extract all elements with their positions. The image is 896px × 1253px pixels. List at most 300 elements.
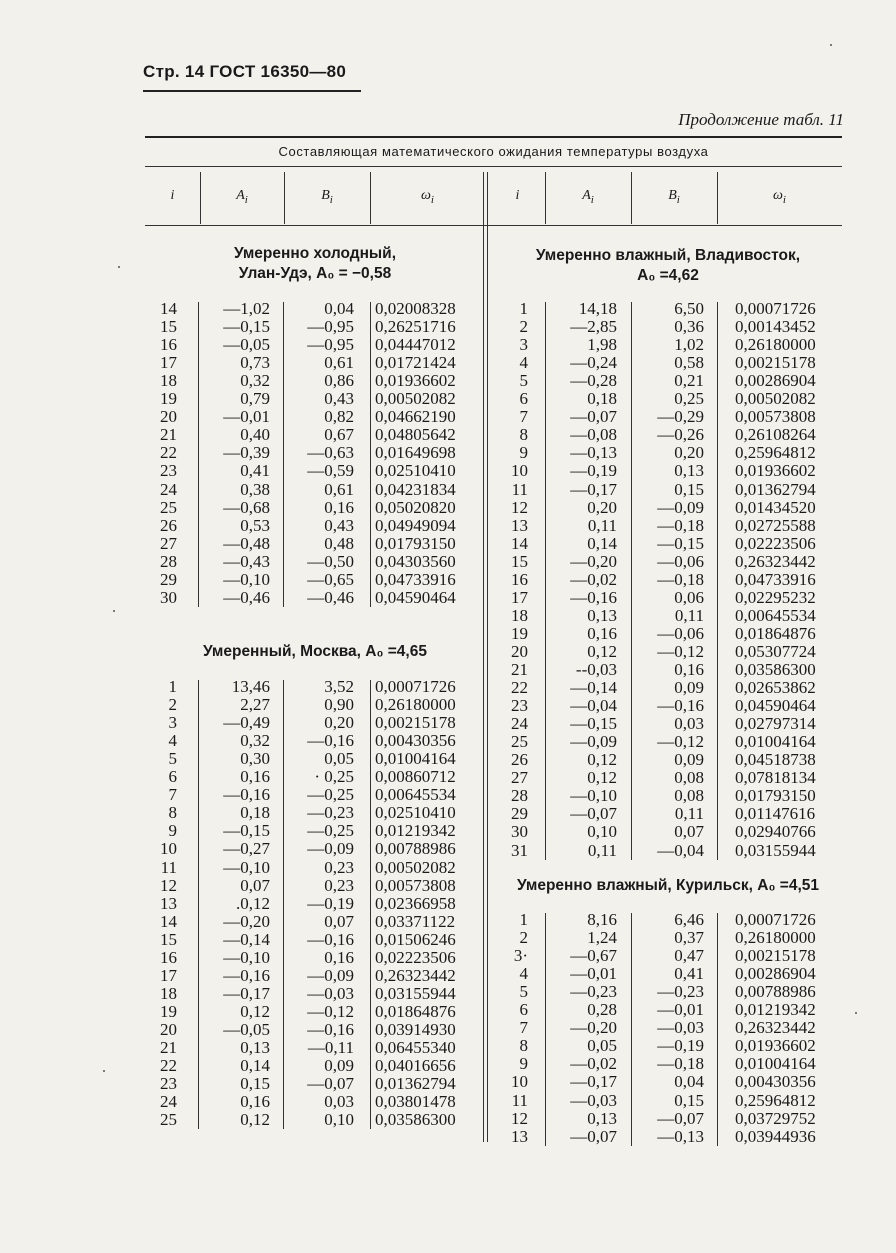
column-divider: [631, 302, 632, 860]
cell-omega: 0,04733916: [375, 569, 456, 589]
table-caption: Составляющая математического ожидания температуры воздуха: [278, 144, 709, 159]
speck: [830, 44, 832, 46]
cell-a: 0,11: [587, 515, 617, 535]
cell-omega: 0,26180000: [735, 928, 816, 948]
page-header: Стр. 14 ГОСТ 16350—80: [143, 62, 347, 81]
cell-a: —0,17: [570, 1072, 617, 1092]
cell-b: 0,23: [324, 875, 354, 895]
cell-a: 0,41: [240, 461, 270, 481]
cell-omega: 0,00573808: [375, 875, 456, 895]
cell-a: —2,85: [570, 317, 617, 337]
column-header-subscript: i: [676, 193, 680, 206]
cell-omega: 0,03729752: [735, 1108, 816, 1128]
cell-a: —0,39: [223, 443, 270, 463]
cell-omega: 0,00502082: [375, 389, 456, 409]
column-divider: [717, 302, 718, 860]
cell-omega: 0,00215178: [735, 946, 816, 966]
column-header: [284, 188, 370, 206]
section-title: [493, 246, 843, 286]
cell-omega: 0,00286904: [735, 964, 816, 984]
cell-a: —0,10: [223, 857, 270, 877]
cell-a: 0,13: [587, 605, 617, 625]
centre-divider: [487, 172, 488, 1142]
column-divider: [545, 172, 546, 224]
column-divider: [283, 302, 284, 607]
cell-b: 0,10: [324, 1110, 354, 1130]
caption-rule: [145, 166, 842, 167]
cell-b: 0,21: [674, 371, 704, 391]
cell-b: 0,43: [324, 515, 354, 535]
cell-a: —0,04: [570, 696, 617, 716]
cell-b: —0,01: [657, 1000, 704, 1020]
column-header-label: A: [582, 188, 591, 203]
row-index: 18: [160, 371, 177, 391]
row-index: 28: [511, 786, 528, 806]
column-header-label: A: [236, 188, 245, 203]
cell-a: 0,32: [240, 371, 270, 391]
row-index: 1: [168, 677, 177, 696]
row-index: 16: [511, 569, 528, 589]
row-index: 15: [160, 317, 177, 337]
cell-b: 0,20: [324, 713, 354, 733]
cell-a: —0,19: [570, 461, 617, 481]
cell-omega: 0,04949094: [375, 515, 456, 535]
cell-b: —0,95: [307, 335, 354, 355]
cell-a: —0,16: [223, 785, 270, 805]
cell-b: 6,46: [674, 910, 704, 929]
cell-a: —0,28: [570, 371, 617, 391]
cell-b: 0,15: [674, 1090, 704, 1110]
cell-b: —0,23: [657, 982, 704, 1002]
cell-a: 0,10: [587, 822, 617, 842]
row-index: 27: [511, 768, 528, 788]
cell-a: 0,53: [240, 515, 270, 535]
cell-b: 0,03: [674, 714, 704, 734]
cell-b: · 0,25: [314, 767, 354, 787]
row-index: 3: [519, 335, 528, 355]
cell-omega: 0,03944936: [735, 1126, 816, 1146]
cell-b: —0,29: [657, 407, 704, 427]
cell-a: 0,14: [240, 1056, 270, 1076]
cell-a: —0,10: [570, 786, 617, 806]
cell-omega: 0,02797314: [735, 714, 816, 734]
cell-b: —0,26: [657, 425, 704, 445]
cell-omega: 0,01864876: [375, 1001, 456, 1021]
cell-omega: 0,06455340: [375, 1038, 456, 1057]
cell-b: 0,07: [324, 911, 354, 931]
cell-omega: 0,04805642: [375, 425, 456, 445]
column-divider: [717, 172, 718, 224]
cell-omega: 0,01219342: [735, 1000, 816, 1020]
cell-omega: 0,03914930: [375, 1019, 456, 1039]
cell-omega: 0,03371122: [375, 911, 456, 931]
cell-b: —0,63: [307, 443, 354, 463]
row-index: 7: [168, 785, 177, 805]
row-index: 8: [519, 425, 528, 445]
cell-b: 3,52: [324, 677, 354, 696]
cell-omega: 0,01434520: [735, 497, 816, 517]
cell-a: —0,02: [570, 569, 617, 589]
header-bottom-rule: [145, 225, 842, 226]
cell-omega: 0,01721424: [375, 353, 456, 373]
row-index: 9: [168, 821, 177, 841]
row-index: 31: [511, 840, 528, 860]
row-index: 11: [511, 1090, 528, 1110]
cell-a: —0,14: [570, 678, 617, 698]
cell-b: 0,16: [324, 947, 354, 967]
column-divider: [370, 172, 371, 224]
row-index: 23: [160, 461, 177, 481]
row-index: 29: [511, 804, 528, 824]
row-index: 21: [511, 660, 528, 679]
cell-b: 0,13: [674, 461, 704, 481]
cell-b: —0,16: [307, 731, 354, 751]
row-index: 19: [160, 1001, 177, 1021]
cell-b: 0,25: [674, 389, 704, 409]
cell-b: —0,23: [307, 803, 354, 823]
cell-b: 0,11: [674, 605, 704, 625]
cell-b: 0,86: [324, 371, 354, 391]
row-index: 8: [519, 1036, 528, 1056]
cell-b: —0,19: [307, 893, 354, 913]
cell-omega: 0,01864876: [735, 623, 816, 643]
cell-b: 0,04: [674, 1072, 704, 1092]
cell-a: 0,38: [240, 479, 270, 499]
column-divider: [198, 680, 199, 1129]
cell-omega: 0,04231834: [375, 479, 456, 499]
cell-b: 0,67: [324, 425, 354, 445]
column-divider: [284, 172, 285, 224]
cell-b: —0,16: [307, 929, 354, 949]
cell-a: 14,18: [578, 299, 617, 318]
cell-b: 0,06: [674, 587, 704, 607]
row-index: 24: [511, 714, 528, 734]
cell-a: 0,12: [587, 768, 617, 788]
cell-b: 0,41: [674, 964, 704, 984]
cell-omega: 0,03155944: [375, 983, 456, 1003]
cell-a: —0,49: [223, 713, 270, 733]
cell-a: —0,17: [223, 983, 270, 1003]
cell-a: —0,27: [223, 839, 270, 859]
row-index: 28: [160, 551, 177, 571]
row-index: 20: [160, 407, 177, 427]
cell-omega: 0,00215178: [735, 353, 816, 373]
cell-a: 0,13: [240, 1038, 270, 1057]
column-divider: [631, 172, 632, 224]
cell-b: —0,18: [657, 1054, 704, 1074]
column-divider: [283, 680, 284, 1129]
cell-omega: 0,00860712: [375, 767, 456, 787]
cell-omega: 0,00430356: [375, 731, 456, 751]
cell-a: 0,16: [240, 767, 270, 787]
row-index: 23: [160, 1074, 177, 1094]
cell-b: —0,06: [657, 551, 704, 571]
cell-b: —0,18: [657, 515, 704, 535]
cell-a: 0,20: [587, 497, 617, 517]
row-index: 3·: [513, 946, 528, 966]
cell-omega: 0,26251716: [375, 317, 456, 337]
cell-a: —0,24: [570, 353, 617, 373]
cell-omega: 0,03801478: [375, 1092, 456, 1112]
cell-a: —0,14: [223, 929, 270, 949]
row-index: 24: [160, 1092, 177, 1112]
cell-b: —0,18: [657, 569, 704, 589]
row-index: 8: [168, 803, 177, 823]
cell-omega: 0,01936602: [375, 371, 456, 391]
cell-b: 0,20: [674, 443, 704, 463]
column-header: [200, 188, 284, 206]
cell-b: 0,09: [674, 678, 704, 698]
cell-omega: 0,02008328: [375, 299, 456, 318]
row-index: 20: [160, 1019, 177, 1039]
cell-omega: 0,01936602: [735, 461, 816, 481]
section-title-line: Умеренно холодный,: [233, 245, 397, 262]
cell-omega: 0,02295232: [735, 587, 816, 607]
cell-omega: 0,01793150: [375, 533, 456, 553]
cell-a: 0,12: [240, 1001, 270, 1021]
cell-b: —0,04: [657, 840, 704, 860]
cell-omega: 0,04733916: [735, 569, 816, 589]
row-index: 26: [511, 750, 528, 770]
column-header-label: i: [515, 188, 520, 203]
cell-omega: 0,01004164: [375, 749, 456, 769]
row-index: 22: [160, 1056, 177, 1076]
cell-a: 0,16: [587, 623, 617, 643]
cell-omega: 0,01362794: [375, 1074, 456, 1094]
cell-b: —0,13: [657, 1126, 704, 1146]
row-index: 22: [511, 678, 528, 698]
cell-a: —0,15: [570, 714, 617, 734]
row-index: 1: [519, 910, 528, 929]
section-title-line: Умеренно влажный, Курильск, A₀ =4,51: [516, 877, 819, 894]
row-index: 17: [160, 965, 177, 985]
cell-a: 0,18: [587, 389, 617, 409]
cell-b: —0,06: [657, 623, 704, 643]
cell-a: 8,16: [587, 910, 617, 929]
cell-a: —0,20: [223, 911, 270, 931]
cell-a: —0,20: [570, 1018, 617, 1038]
row-index: 6: [168, 767, 177, 787]
cell-omega: 0,05020820: [375, 497, 456, 517]
row-index: 15: [511, 551, 528, 571]
row-index: 4: [168, 731, 177, 751]
cell-b: 0,15: [674, 479, 704, 499]
cell-omega: 0,26323442: [735, 551, 816, 571]
cell-omega: 0,04518738: [735, 750, 816, 770]
row-index: 23: [511, 696, 528, 716]
cell-b: —0,09: [657, 497, 704, 517]
cell-a: 0,40: [240, 425, 270, 445]
cell-a: —0,07: [570, 407, 617, 427]
cell-a: 0,12: [240, 1110, 270, 1130]
cell-omega: 0,00645534: [735, 605, 816, 625]
cell-a: —0,20: [570, 551, 617, 571]
column-divider: [717, 913, 718, 1146]
cell-b: —0,03: [657, 1018, 704, 1038]
column-header-subscript: i: [244, 193, 248, 206]
cell-a: —0,01: [570, 964, 617, 984]
section-title: [150, 642, 480, 662]
row-index: 6: [519, 389, 528, 409]
cell-b: 0,16: [674, 660, 704, 679]
cell-b: 0,36: [674, 317, 704, 337]
cell-omega: 0,02510410: [375, 803, 456, 823]
cell-b: 0,09: [674, 750, 704, 770]
cell-b: 0,09: [324, 1056, 354, 1076]
cell-b: 0,07: [674, 822, 704, 842]
cell-b: 0,08: [674, 786, 704, 806]
row-index: 19: [160, 389, 177, 409]
cell-omega: 0,00143452: [735, 317, 816, 337]
row-index: 4: [519, 964, 528, 984]
row-index: 9: [519, 443, 528, 463]
cell-a: 0,15: [240, 1074, 270, 1094]
row-index: 2: [519, 317, 528, 337]
cell-a: —0,10: [223, 947, 270, 967]
cell-a: 0,07: [240, 875, 270, 895]
cell-omega: 0,00215178: [375, 713, 456, 733]
cell-omega: 0,04447012: [375, 335, 456, 355]
row-index: 19: [511, 623, 528, 643]
cell-omega: 0,02510410: [375, 461, 456, 481]
row-index: 3: [168, 713, 177, 733]
cell-omega: 0,01506246: [375, 929, 456, 949]
cell-omega: 0,25964812: [735, 443, 816, 463]
row-index: 18: [511, 605, 528, 625]
cell-omega: 0,07818134: [735, 768, 816, 788]
cell-b: —0,59: [307, 461, 354, 481]
section-title-line: Умеренный, Москва, A₀ =4,65: [203, 643, 427, 660]
cell-b: 0,03: [324, 1092, 354, 1112]
cell-omega: 0,03155944: [735, 840, 816, 860]
row-index: 24: [160, 479, 177, 499]
column-header: [145, 188, 200, 204]
row-index: 2: [519, 928, 528, 948]
cell-a: —0,08: [570, 425, 617, 445]
column-header: [717, 188, 842, 206]
row-index: 14: [160, 299, 177, 318]
column-header: [490, 188, 545, 204]
cell-b: 0,47: [674, 946, 704, 966]
row-index: 21: [160, 1038, 177, 1057]
cell-omega: 0,00071726: [375, 677, 456, 696]
cell-b: 6,50: [674, 299, 704, 318]
cell-b: —0,09: [307, 839, 354, 859]
column-divider: [545, 913, 546, 1146]
cell-omega: 0,01362794: [735, 479, 816, 499]
cell-omega: 0,00502082: [375, 857, 456, 877]
cell-omega: 0,01936602: [735, 1036, 816, 1056]
row-index: 9: [519, 1054, 528, 1074]
cell-b: —0,95: [307, 317, 354, 337]
cell-b: 0,82: [324, 407, 354, 427]
cell-b: 0,90: [324, 695, 354, 715]
cell-omega: 0,01004164: [735, 1054, 816, 1074]
cell-omega: 0,01004164: [735, 732, 816, 752]
row-index: 11: [511, 479, 528, 499]
cell-a: 0,32: [240, 731, 270, 751]
cell-a: 0,11: [587, 840, 617, 860]
section-title: [150, 244, 480, 284]
cell-a: .0,12: [236, 893, 270, 913]
cell-omega: 0,02725588: [735, 515, 816, 535]
row-index: 20: [511, 641, 528, 661]
cell-a: —0,15: [223, 317, 270, 337]
column-header: [631, 188, 717, 206]
row-index: 15: [160, 929, 177, 949]
column-header-subscript: i: [329, 193, 333, 206]
cell-a: —0,16: [570, 587, 617, 607]
cell-omega: 0,03586300: [375, 1110, 456, 1130]
column-header-subscript: i: [430, 193, 434, 206]
cell-a: —0,01: [223, 407, 270, 427]
cell-a: —0,05: [223, 1019, 270, 1039]
cell-b: —0,46: [307, 587, 354, 607]
cell-omega: 0,04590464: [375, 587, 456, 607]
row-index: 5: [168, 749, 177, 769]
continuation-label: Продолжение табл. 11: [678, 110, 844, 129]
cell-b: 0,08: [674, 768, 704, 788]
cell-omega: 0,02223506: [375, 947, 456, 967]
section-title-line: Улан-Удэ, A₀ = −0,58: [238, 265, 392, 282]
row-index: 13: [511, 1126, 528, 1146]
cell-omega: 0,01793150: [735, 786, 816, 806]
column-header-subscript: i: [782, 193, 786, 206]
cell-b: 0,61: [324, 353, 354, 373]
cell-a: —0,17: [570, 479, 617, 499]
cell-omega: 0,02223506: [735, 533, 816, 553]
column-divider: [200, 172, 201, 224]
cell-a: 0,14: [587, 533, 617, 553]
row-index: 6: [519, 1000, 528, 1020]
cell-omega: 0,04662190: [375, 407, 456, 427]
cell-b: —0,07: [307, 1074, 354, 1094]
row-index: 11: [160, 857, 177, 877]
cell-omega: 0,25964812: [735, 1090, 816, 1110]
cell-a: —0,10: [223, 569, 270, 589]
cell-omega: 0,00286904: [735, 371, 816, 391]
row-index: 29: [160, 569, 177, 589]
section-title-line: Умеренно влажный, Владивосток,: [535, 247, 801, 264]
cell-b: 0,05: [324, 749, 354, 769]
cell-omega: 0,26323442: [735, 1018, 816, 1038]
cell-b: —0,09: [307, 965, 354, 985]
speck: [113, 610, 115, 612]
cell-omega: 0,01649698: [375, 443, 456, 463]
row-index: 30: [511, 822, 528, 842]
cell-b: 1,02: [674, 335, 704, 355]
cell-omega: 0,03586300: [735, 660, 816, 679]
row-index: 2: [168, 695, 177, 715]
cell-b: —0,16: [657, 696, 704, 716]
cell-omega: 0,00788986: [375, 839, 456, 859]
cell-a: —0,07: [570, 804, 617, 824]
row-index: 1: [519, 299, 528, 318]
cell-b: —0,12: [657, 641, 704, 661]
column-divider: [370, 302, 371, 607]
cell-a: —0,67: [570, 946, 617, 966]
section-title: [493, 876, 843, 896]
cell-b: —0,25: [307, 785, 354, 805]
row-index: 21: [160, 425, 177, 445]
column-header: [545, 188, 631, 206]
cell-a: 1,24: [587, 928, 617, 948]
cell-omega: 0,26180000: [735, 335, 816, 355]
cell-b: —0,19: [657, 1036, 704, 1056]
cell-a: —0,43: [223, 551, 270, 571]
cell-b: —0,16: [307, 1019, 354, 1039]
cell-omega: 0,00071726: [735, 910, 816, 929]
